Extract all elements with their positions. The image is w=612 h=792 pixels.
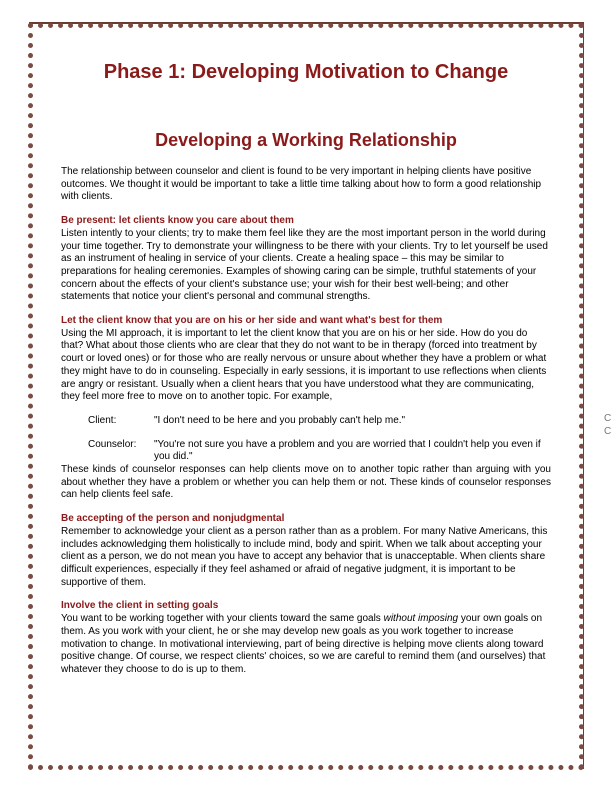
section-body-end: your own goals on them. As you work with your client, he or she may develop new goals as you work together to increase motivation to change. In motivational interviewing, part of being directive is helping move clients along toward positive change. Of course, we respect clients' choices, so we are careful to remind them (and ourselves) that whatever they choose to do is up to them. [61, 613, 546, 675]
dialogue-counselor [61, 439, 551, 464]
speaker-label: Client: [88, 414, 117, 426]
section-heading: Be present: let clients know you care about them [61, 215, 294, 227]
speaker-label: Counselor: [88, 438, 137, 450]
section-heading: Let the client know that you are on his or her side and want what's best for them [61, 315, 443, 327]
document-body [61, 166, 551, 688]
section-accepting [61, 513, 551, 589]
cropped-edge-text: C [604, 413, 612, 424]
emphasis-text: without imposing [383, 613, 459, 625]
section-body: Using the MI approach, it is important to let the client know that you are on his or her side. How do you do that? What about those clients who are clear that they do not want to be in therapy (forced into treatment by court or loved ones) or for those who are really nervous or unsure about whether they have a problem or what they might have to do in counseling. Especially in early sessions, it is important to use reflections when clients are angry or resistant. Usually when a client hears that you have understood what they are communicating, they feel more free to move on to another topic. For example, [61, 327, 547, 403]
section-body-start: You want to be working together with your clients toward the same goals [61, 613, 384, 625]
dialogue-client [61, 415, 551, 428]
section-title: Developing a Working Relationship [155, 130, 457, 150]
after-dialogue-paragraph: These kinds of counselor responses can help clients move on to another topic rather than arguing with you about whether they have a problem or whether you can help them or not. These kinds of counselor responses can help clients feel safe. [61, 464, 551, 501]
section-goals [61, 600, 551, 676]
cropped-edge-text: C [604, 426, 612, 437]
section-present [61, 215, 551, 304]
utterance: "I don't need to be here and you probably can't help me." [154, 414, 406, 426]
section-body: Remember to acknowledge your client as a person rather than as a problem. For many Native Americans, this includes acknowledging them holistically to include mind, body and spirit. When we talk about accepting your client as a person, we do not mean you have to accept any behavior that is unacceptable. When clients share difficult experiences, especially if they feel ashamed or afraid of negative judgment, it is important to be supportive of them. [61, 525, 548, 588]
utterance: "You're not sure you have a problem and you are worried that I couldn't help you even if you did." [154, 438, 541, 463]
page-title: Phase 1: Developing Motivation to Change [103, 61, 509, 83]
section-side [61, 315, 551, 404]
section-heading: Be accepting of the person and nonjudgmental [61, 513, 285, 525]
section-body: Listen intently to your clients; try to make them feel like they are the most important person in the world during your time together. Try to demonstrate your willingness to be there with your clients. Try to let yourself be used as an instrument of healing in service of your clients. Create a healing space – this may be similar to preparations for healing ceremonies. Examples of showing caring can be simple, truthful statements of your concern about the effects of your client's substance use; your wish for their best well-being; and other statements that notice your client's personal and communal strengths. [61, 227, 548, 303]
intro-paragraph: The relationship between counselor and client is found to be very important in helping clients have positive outcomes. We thought it would be important to take a little time talking about how to form a good relationship with clients. [61, 166, 542, 203]
section-heading: Involve the client in setting goals [61, 600, 219, 612]
